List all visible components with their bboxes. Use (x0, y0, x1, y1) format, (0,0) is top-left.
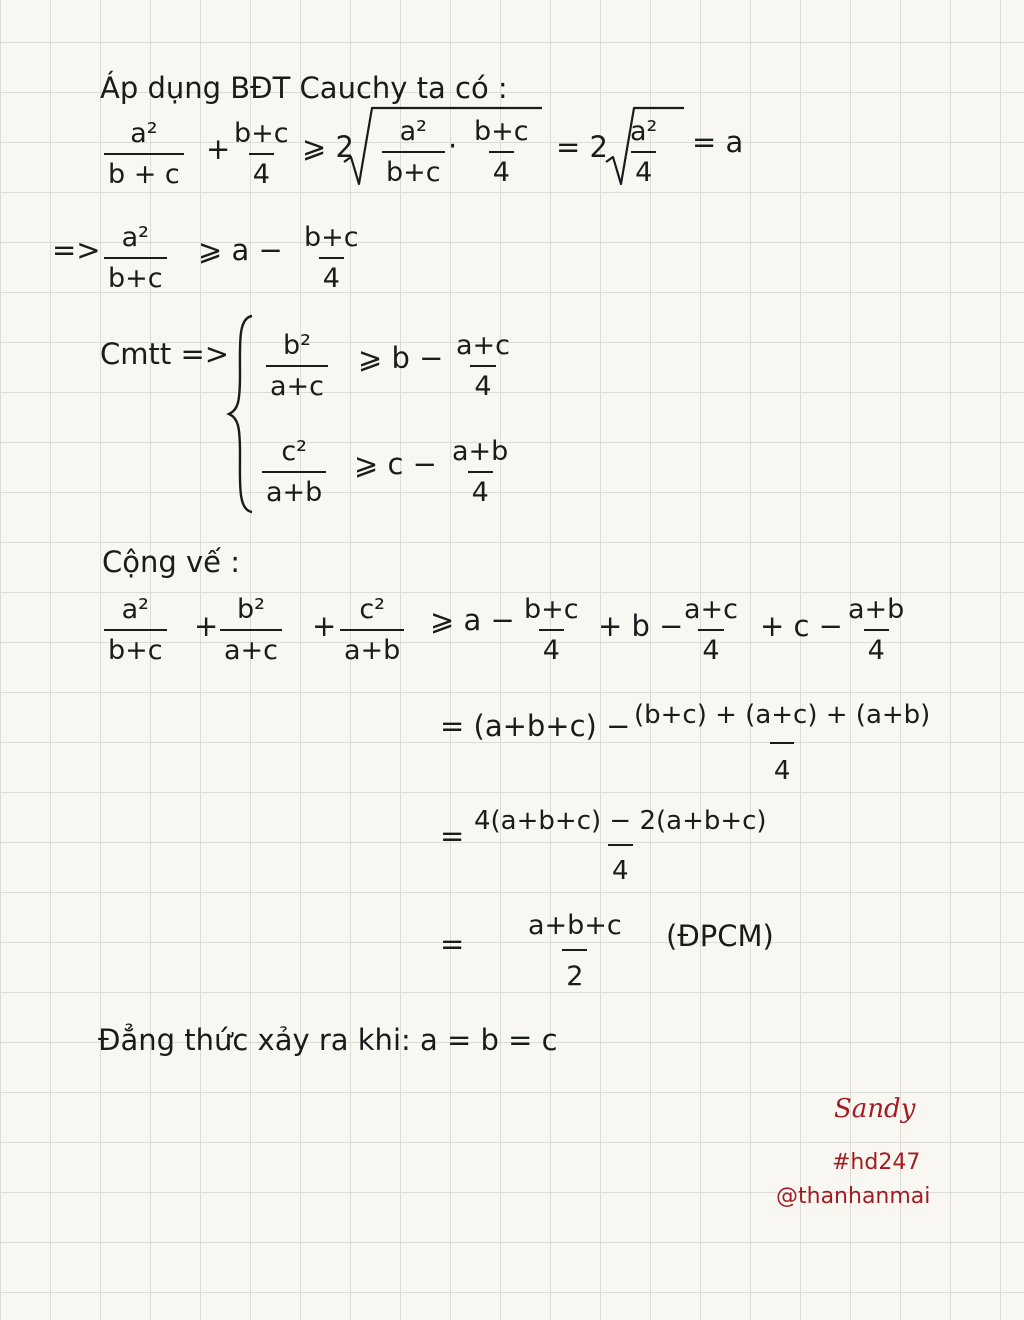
fraction-bc-over-4-2: $\frac{b+c}{4}$ (304, 222, 359, 294)
intro-text: Áp dụng BĐT Cauchy ta có : (100, 71, 508, 105)
fraction-a2-over-bc-2: $\frac{\text{a²}}{b+c}$ (104, 224, 167, 292)
sum-plus-2: + (312, 609, 337, 643)
step2-fraction: $\frac{4(a+b+c) - 2(a+b+c)}{4}$ (474, 806, 767, 886)
plus-b-minus: + b − (598, 609, 684, 643)
rhs-fraction-1: $\frac{b+c}{4}$ (524, 594, 579, 666)
step3-equals: = (440, 927, 465, 961)
implies-arrow: => (52, 233, 101, 267)
step1-fraction: $\frac{(b+c) + (a+c) + (a+b)}{4}$ (634, 700, 931, 786)
rhs-fraction-2: $\frac{a+c}{4}$ (684, 594, 739, 666)
fraction-b2-over-ac: $\frac{\text{b²}}{a+c}$ (266, 332, 328, 400)
fraction-ab-over-4: $\frac{a+b}{4}$ (452, 436, 509, 508)
equals-a: = a (692, 125, 744, 159)
radicand-fraction-3: $\frac{\text{a²}}{4}$ (630, 116, 658, 188)
radicand-fraction-1: $\frac{\text{a²}}{b+c}$ (382, 118, 445, 186)
geq-c-minus: ⩾ c − (354, 447, 437, 481)
cong-ve-label: Cộng vế : (102, 545, 240, 579)
dpcm-tag: (ĐPCM) (666, 919, 774, 953)
cmtt-label: Cmtt => (100, 337, 230, 371)
fraction-a2-over-bc: $\frac{\text{a²}}{b + c}$ (104, 120, 184, 188)
sum-fraction-2: $\frac{\text{b²}}{a+c}$ (220, 596, 282, 664)
rhs-fraction-3: $\frac{a+b}{4}$ (848, 594, 905, 666)
equals-2: = 2 (556, 130, 608, 164)
dot-operator: · (448, 129, 458, 163)
signature-hashtag: #hd247 (832, 1150, 921, 1175)
step2-equals: = (440, 819, 465, 853)
plus-c-minus: + c − (760, 609, 843, 643)
left-brace (226, 314, 258, 514)
fraction-ac-over-4: $\frac{a+c}{4}$ (456, 330, 511, 402)
sum-geq-a: ⩾ a − (430, 603, 515, 637)
signature-name: Sandy (834, 1094, 916, 1124)
fraction-c2-over-ab: $\frac{\text{c²}}{a+b}$ (262, 438, 326, 506)
equality-condition: Đẳng thức xảy ra khi: a = b = c (98, 1023, 558, 1057)
sum-fraction-3: $\frac{\text{c²}}{a+b}$ (340, 596, 404, 664)
geq-2: ⩾ 2 (302, 130, 354, 164)
geq-b-minus: ⩾ b − (358, 341, 444, 375)
step1-lhs: = (a+b+c) − (440, 709, 631, 743)
sum-fraction-1: $\frac{\text{a²}}{b+c}$ (104, 596, 167, 664)
sum-plus-1: + (194, 609, 219, 643)
radicand-fraction-2: $\frac{b+c}{4}$ (474, 116, 529, 188)
signature-handle: @thanhanmai (776, 1184, 931, 1209)
fraction-bc-over-4: $\frac{b+c}{4}$ (234, 118, 289, 190)
plus-sign: + (206, 132, 231, 166)
step3-fraction: $\frac{a+b+c}{2}$ (528, 910, 622, 992)
geq-a-minus: ⩾ a − (198, 233, 283, 267)
